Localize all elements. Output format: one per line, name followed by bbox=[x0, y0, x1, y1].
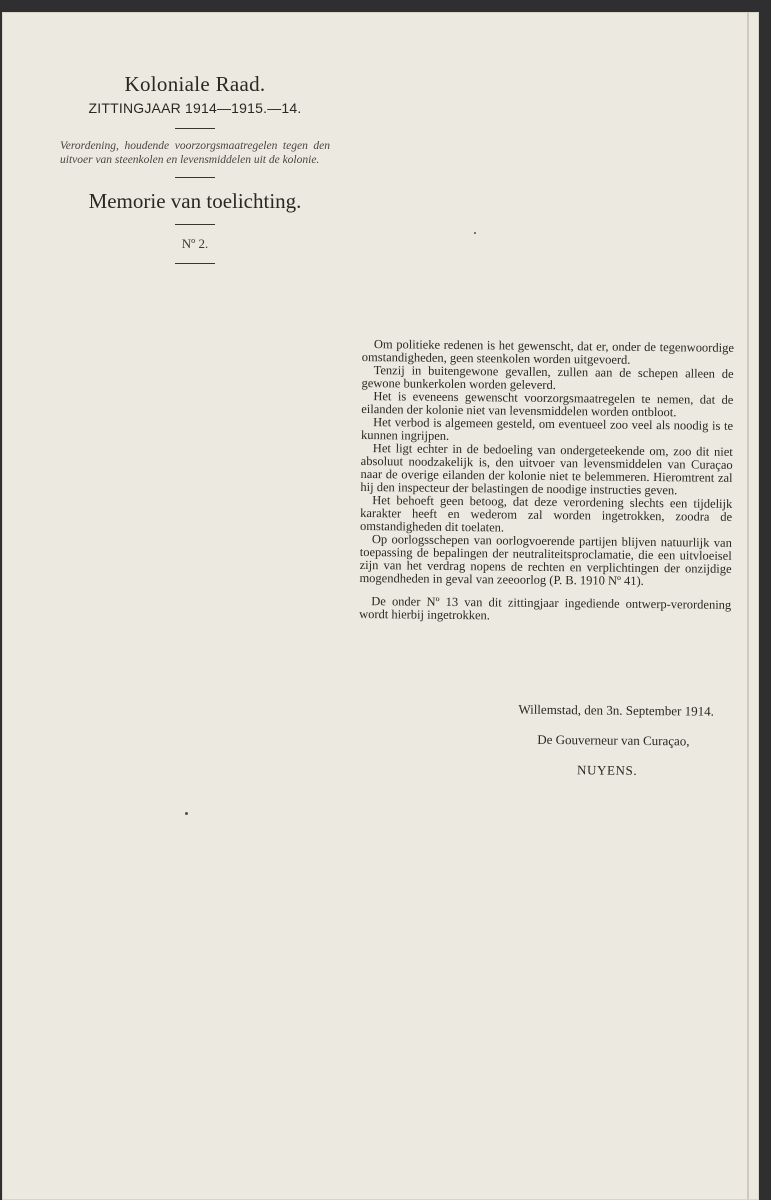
paragraph: Het verbod is algemeen gesteld, om eventueel zoo veel als noodig is te kunnen ingrijpen. bbox=[360, 415, 734, 443]
memo-title: Memorie van toelichting. bbox=[88, 189, 302, 213]
divider bbox=[175, 224, 215, 225]
divider bbox=[175, 263, 215, 264]
governor-title: De Gouverneur van Curaçao, bbox=[537, 731, 690, 749]
subject-line: Verordening, houdende voorzorgsmaatregelen tegen den uitvoer van steenkolen en levensmiddelen uit de kolonie. bbox=[60, 140, 330, 166]
paragraph: Op oorlogsschepen van oorlogvoerende partijen blijven natuurlijk van toepassing de bepalingen der neutraliteitsproclamatie, die een uitvloeisel zijn van het verdrag nopens de rechten en verplichtingen der onzijdige mogendheden in geval van zeeoorlog (P. B. 1910 Nº 41). bbox=[359, 532, 732, 588]
signature-block bbox=[361, 700, 734, 780]
paragraph: Het ligt echter in de bedoeling van ondergeteekende om, zoo dit niet absoluut noodzakelijk is, den uitvoer van levensmiddelen van Curaçao naar de overige eilanden der kolonie niet te belemmeren. Hieromtrent zal hij den inspecteur der belastingen de noodige instructies geven. bbox=[360, 441, 733, 498]
memo-number: Nº 2. bbox=[181, 236, 209, 251]
paragraph: Het is eveneens gewenscht voorzorgsmaatregelen te nemen, dat de eilanden der kolonie niet van levensmiddelen worden ontbloot. bbox=[361, 389, 734, 420]
page-edge bbox=[747, 12, 749, 1200]
paragraph: Tenzij in buitengewone gevallen, zullen aan de schepen alleen de gewone bunkerkolen worden geleverd. bbox=[361, 363, 734, 393]
signatory-name: NUYENS. bbox=[577, 762, 638, 778]
paper-speck bbox=[474, 232, 476, 234]
paragraph: Om politieke redenen is het gewenscht, dat er, onder de tegenwoordige omstandigheden, geen steenkolen worden uitgevoerd. bbox=[361, 337, 734, 367]
paragraph: De onder Nº 13 van dit zittingjaar ingediende ontwerp-verordening wordt hierbij ingetrokken. bbox=[359, 594, 732, 623]
session-year: ZITTINGJAAR 1914—1915.—14. bbox=[88, 100, 302, 116]
divider bbox=[175, 177, 215, 178]
paper-speck bbox=[185, 812, 188, 815]
place-date: Willemstad, den 3n. September 1914. bbox=[518, 701, 714, 719]
paragraph: Het behoeft geen betoog, dat deze verordening slechts een tijdelijk karakter heeft en wederom zal worden ingetrokken, zoodra de omstandigheden dit toelaten. bbox=[359, 493, 733, 535]
memo-body bbox=[359, 338, 734, 625]
document-header bbox=[60, 70, 330, 274]
council-name: Koloniale Raad. bbox=[124, 72, 266, 96]
divider bbox=[175, 128, 215, 129]
